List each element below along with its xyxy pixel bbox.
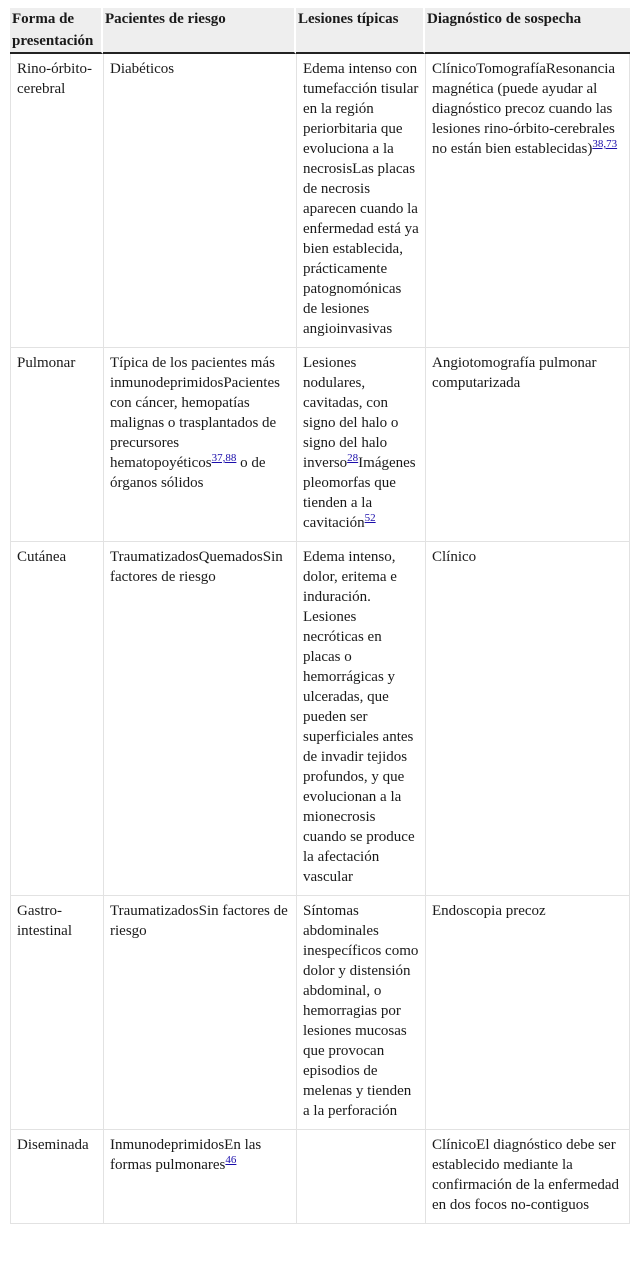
header-pacientes: Pacientes de riesgo: [103, 8, 296, 54]
table-row: [10, 542, 630, 896]
cell-diagnostico: [425, 896, 630, 1130]
cell-diagnostico: [425, 348, 630, 542]
cell-text-tail: Imágenes pleomorfas que tienden a la cavitación: [303, 455, 416, 531]
cell-text: Edema intenso con tumefacción tisular en la región periorbitaria que evoluciona a la necrosisLas placas de necrosis aparecen cuando la enfermedad está ya bien establecida, prácticamente patognomónicas de lesiones angioinvasivas: [303, 61, 419, 337]
header-forma: Forma de presentación: [10, 8, 103, 54]
header-row: [10, 8, 630, 54]
cell-lesiones: [296, 542, 425, 896]
cell-text: Síntomas abdominales inespecíficos como dolor y distensión abdominal, o hemorragias por lesiones mucosas que provocan episodios de melenas y tienden a la perforación: [303, 903, 419, 1119]
cell-forma: Diseminada: [10, 1130, 103, 1224]
cell-text: Angiotomografía pulmonar computarizada: [432, 355, 597, 391]
cell-text: ClínicoTomografíaResonancia magnética (puede ayudar al diagnóstico precoz cuando las lesiones rino-órbito-cerebrales no están bien establecidas): [432, 61, 616, 157]
header-lesiones: Lesiones típicas: [296, 8, 425, 54]
cell-text: Lesiones nodulares, cavitadas, con signo del halo o signo del halo inverso: [303, 355, 399, 471]
cell-text: InmunodeprimidosEn las formas pulmonares: [110, 1137, 262, 1173]
cell-text: Típica de los pacientes más inmunodeprimidosPacientes con cáncer, hemopatías malignas o trasplantados de precursores hematopoyéticos: [110, 355, 280, 471]
cell-text-tail: o de órganos sólidos: [110, 455, 266, 491]
cell-text: Edema intenso, dolor, eritema e induración. Lesiones necróticas en placas o hemorrágicas y ulceradas, que pueden ser superficiales antes de invadir tejidos profundos, y que evolucionan a la mionecrosis cuando se produce la afectación vascular: [303, 549, 415, 885]
cell-lesiones: [296, 54, 425, 348]
table-row: [10, 1130, 630, 1224]
cell-pacientes: [103, 1130, 296, 1224]
cell-pacientes: [103, 348, 296, 542]
cell-diagnostico: [425, 54, 630, 348]
cell-pacientes: [103, 542, 296, 896]
reference-link[interactable]: 28: [347, 452, 359, 464]
cell-pacientes: [103, 896, 296, 1130]
cell-text: TraumatizadosQuemadosSin factores de riesgo: [110, 549, 283, 585]
cell-text: Endoscopia precoz: [432, 903, 546, 919]
cell-text: Diabéticos: [110, 61, 175, 77]
cell-forma: Gastro-intestinal: [10, 896, 103, 1130]
table-body: [10, 54, 630, 1224]
table-row: [10, 896, 630, 1130]
reference-link[interactable]: 37,88: [211, 452, 237, 464]
table-header: [10, 8, 630, 54]
cell-pacientes: [103, 54, 296, 348]
mucormycosis-presentation-table: [10, 8, 630, 1224]
cell-text: TraumatizadosSin factores de riesgo: [110, 903, 288, 939]
cell-text: Clínico: [432, 549, 477, 565]
cell-lesiones: [296, 1130, 425, 1224]
cell-forma: Cutánea: [10, 542, 103, 896]
cell-forma: Rino-órbito-cerebral: [10, 54, 103, 348]
header-diagnostico: Diagnóstico de sospecha: [425, 8, 630, 54]
reference-link[interactable]: 52: [364, 512, 376, 524]
table-row: [10, 348, 630, 542]
cell-lesiones: [296, 896, 425, 1130]
cell-forma: Pulmonar: [10, 348, 103, 542]
cell-diagnostico: [425, 1130, 630, 1224]
cell-text: ClínicoEl diagnóstico debe ser establecido mediante la confirmación de la enfermedad en dos focos no-contiguos: [432, 1137, 619, 1213]
cell-diagnostico: [425, 542, 630, 896]
reference-link[interactable]: 46: [225, 1154, 237, 1166]
reference-link[interactable]: 38,73: [592, 138, 618, 150]
table-row: [10, 54, 630, 348]
cell-lesiones: [296, 348, 425, 542]
